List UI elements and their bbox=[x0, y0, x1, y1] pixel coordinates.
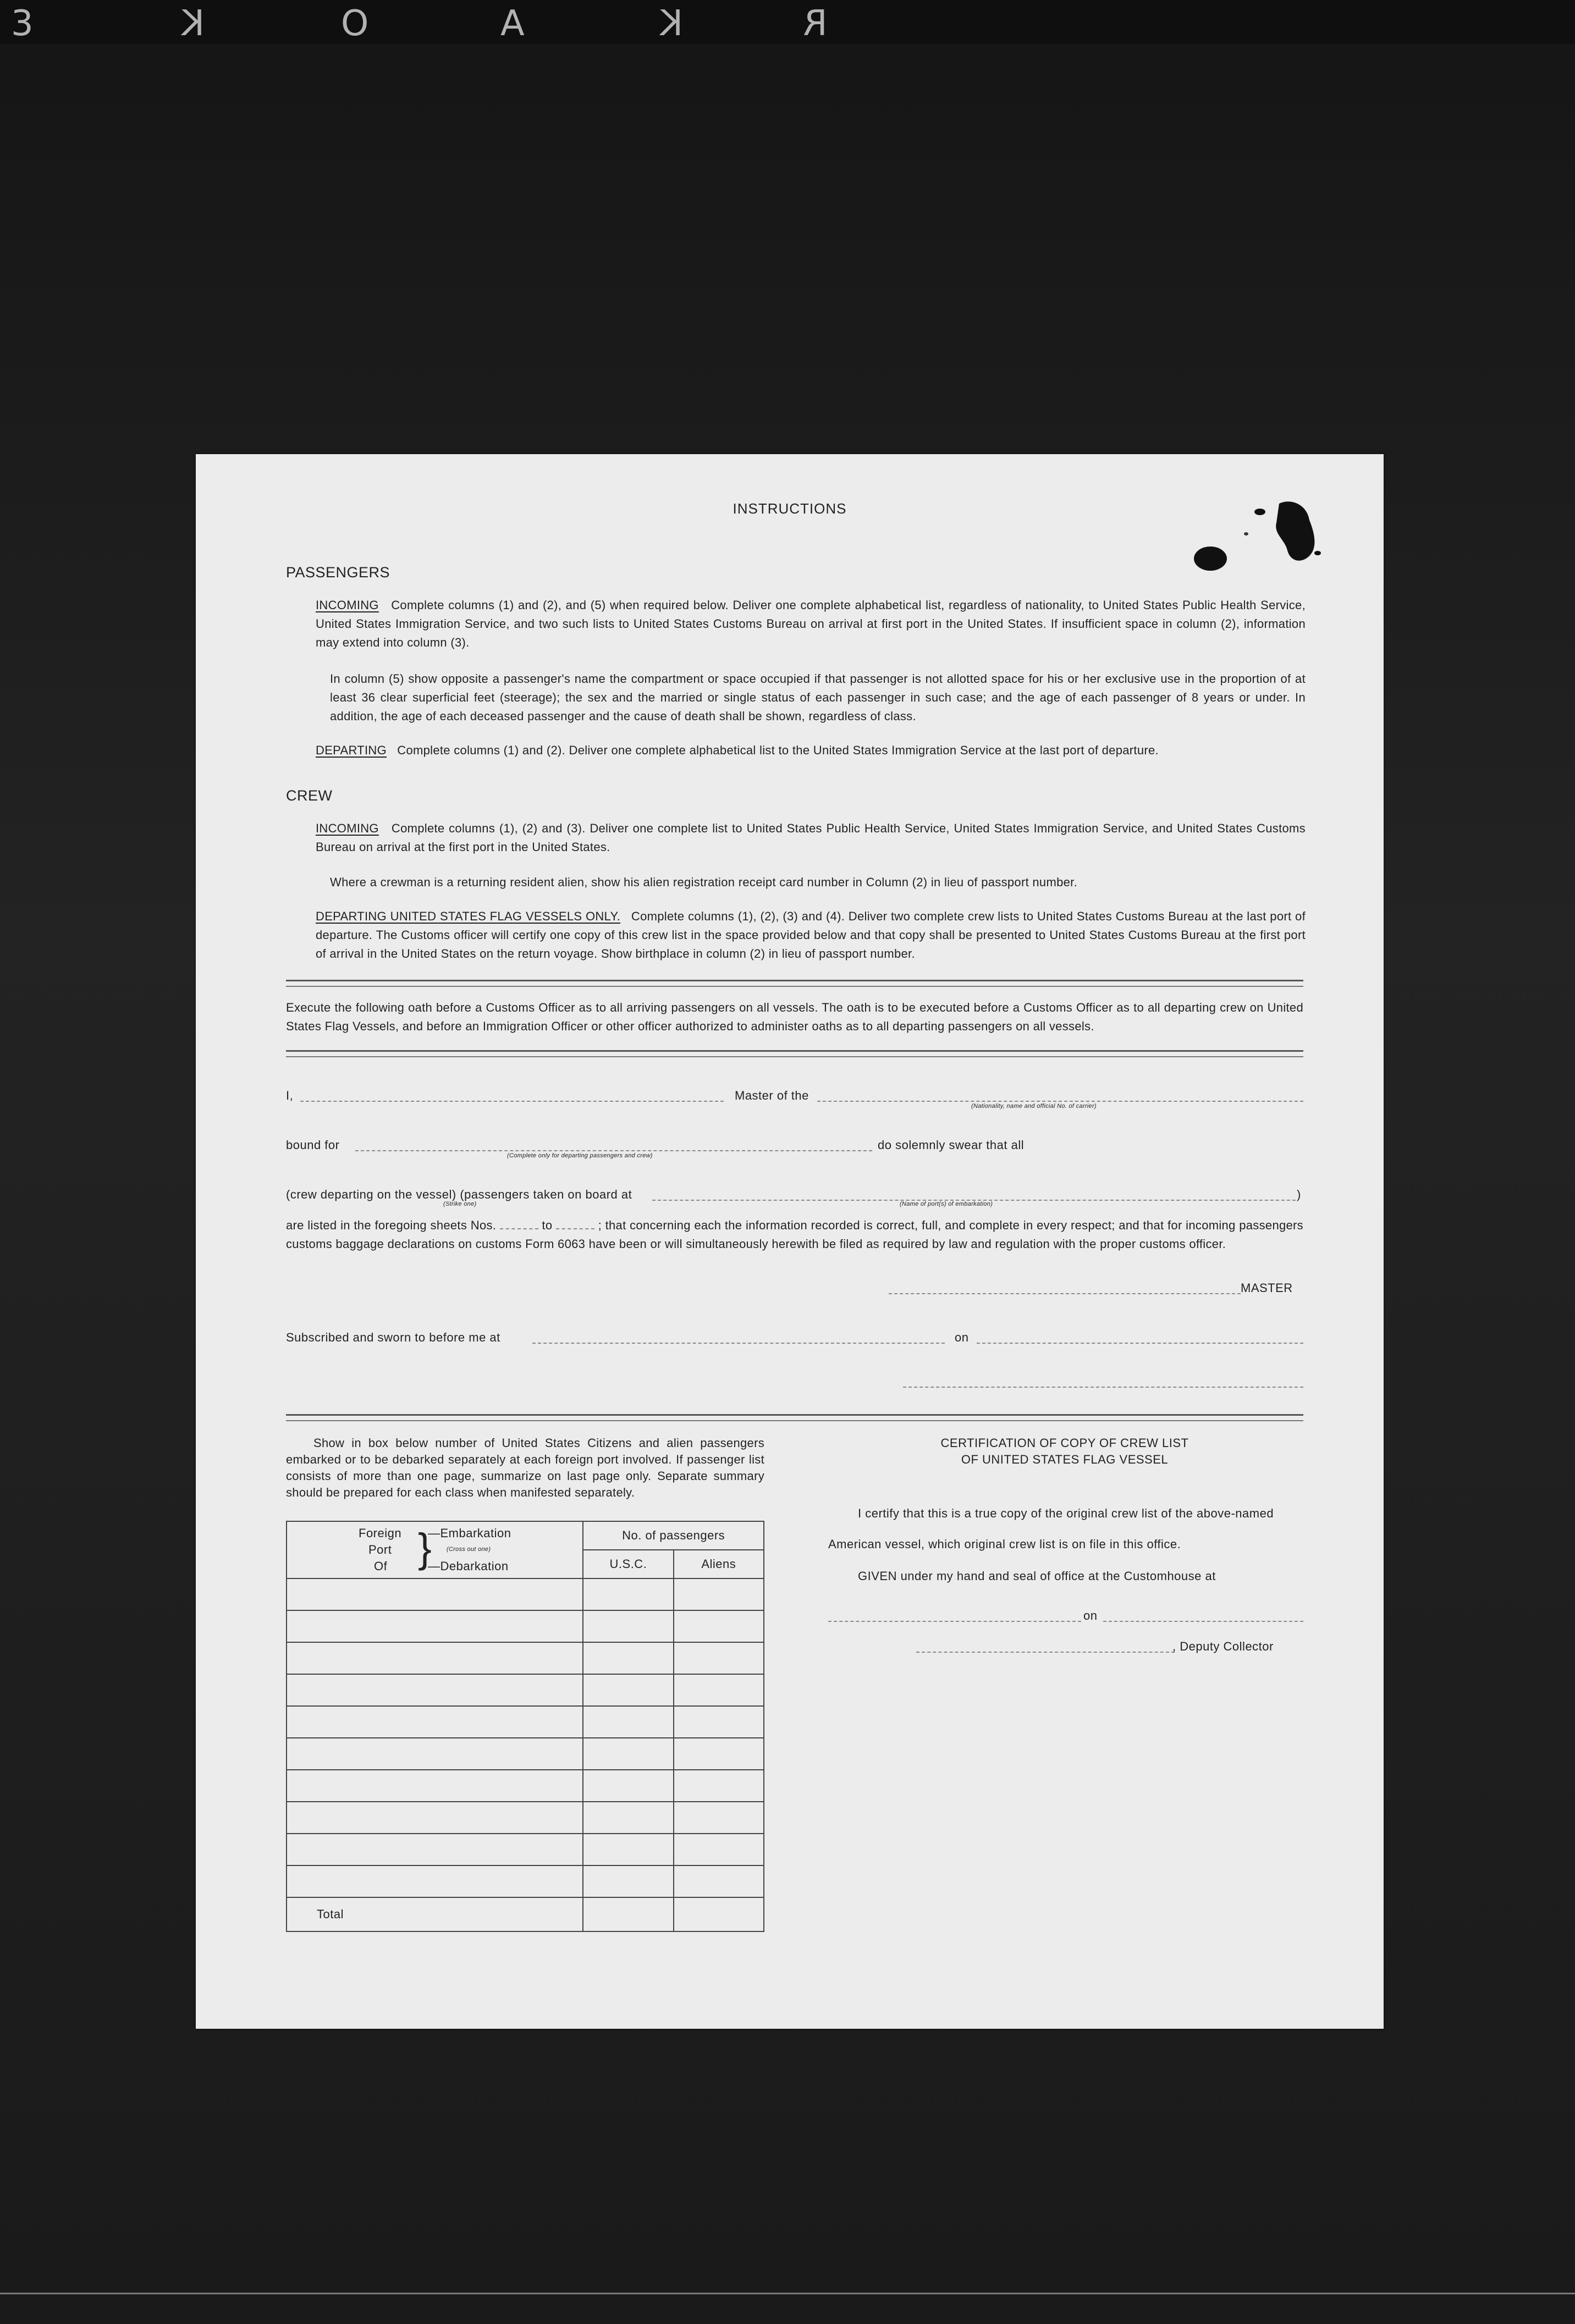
crew-departing-text: Complete columns (1), (2), (3) and (4). Deliver two complete crew lists to United States Customs Bureau at the last port of departure. The Customs officer will certify one copy of this crew list in the space provided below and that copy shall be presented to United States Customs Bureau at the first port of arrival in the United States on the return voyage. Show birthplace in column (2) in lieu of passport number. bbox=[316, 909, 1306, 960]
master-of-label: Master of the bbox=[735, 1089, 809, 1102]
usc-cell[interactable] bbox=[583, 1706, 673, 1738]
customhouse-field[interactable] bbox=[828, 1621, 1081, 1622]
cross-out-caption: (Cross out one) bbox=[447, 1546, 491, 1553]
total-label: Total bbox=[287, 1897, 583, 1931]
passengers-incoming-label: INCOMING bbox=[316, 598, 379, 612]
port-cell[interactable] bbox=[287, 1738, 583, 1770]
brace-icon: } bbox=[418, 1525, 432, 1571]
port-cell[interactable] bbox=[287, 1706, 583, 1738]
port-cell[interactable] bbox=[287, 1578, 583, 1610]
certify-text-1: I certify that this is a true copy of the original crew list of the above-named bbox=[858, 1506, 1274, 1520]
carrier-field[interactable] bbox=[817, 1101, 1303, 1102]
usc-cell[interactable] bbox=[583, 1802, 673, 1834]
aliens-header: Aliens bbox=[674, 1550, 764, 1578]
crew-departing-label: DEPARTING UNITED STATES FLAG VESSELS ONLY. bbox=[316, 909, 621, 923]
film-edge-glyph: 3 bbox=[11, 3, 34, 44]
usc-total-cell[interactable] bbox=[583, 1897, 673, 1931]
usc-header: U.S.C. bbox=[583, 1550, 673, 1578]
crew-incoming-text: Complete columns (1), (2) and (3). Deliver one complete list to United States Public Health Service, United States Immigration Service, and United States Customs Bureau on arrival at the first port in the United States. bbox=[316, 821, 1306, 854]
sworn-location-field[interactable] bbox=[532, 1343, 945, 1344]
port-cell[interactable] bbox=[287, 1802, 583, 1834]
usc-cell[interactable] bbox=[583, 1865, 673, 1897]
given-text: GIVEN under my hand and seal of office at the Customhouse at bbox=[858, 1569, 1216, 1583]
form-page bbox=[196, 454, 1384, 2029]
section-divider bbox=[286, 1050, 1303, 1057]
aliens-cell[interactable] bbox=[674, 1674, 764, 1706]
aliens-cell[interactable] bbox=[674, 1834, 764, 1865]
master-signature-field[interactable] bbox=[889, 1293, 1241, 1294]
usc-cell[interactable] bbox=[583, 1834, 673, 1865]
port-label: Port bbox=[368, 1543, 392, 1556]
nationality-caption: (Nationality, name and official No. of carrier) bbox=[971, 1103, 1097, 1109]
close-paren: ) bbox=[1297, 1188, 1301, 1201]
passengers-incoming-paragraph bbox=[316, 596, 1306, 652]
certification-on-label: on bbox=[1083, 1609, 1098, 1622]
aliens-cell[interactable] bbox=[674, 1865, 764, 1897]
film-edge-glyph: O bbox=[341, 3, 369, 44]
certification-heading-line1: CERTIFICATION OF COPY OF CREW LIST bbox=[940, 1436, 1189, 1450]
crew-incoming-label: INCOMING bbox=[316, 821, 379, 835]
bound-for-field[interactable] bbox=[355, 1150, 872, 1151]
ink-blot-icon bbox=[1180, 482, 1345, 581]
crew-resident-text: Where a crewman is a returning resident alien, show his alien registration receipt card number in Column (2) in lieu of passport number. bbox=[330, 875, 1077, 889]
swear-label: do solemnly swear that all bbox=[878, 1138, 1025, 1152]
port-cell[interactable] bbox=[287, 1834, 583, 1865]
debarkation-label: —Debarkation bbox=[428, 1559, 509, 1573]
aliens-cell[interactable] bbox=[674, 1578, 764, 1610]
scan-line bbox=[0, 2293, 1575, 2294]
usc-cell[interactable] bbox=[583, 1770, 673, 1802]
bound-caption: (Complete only for departing passengers and crew) bbox=[507, 1152, 653, 1159]
certify-text-2: American vessel, which original crew list is on file in this office. bbox=[828, 1537, 1181, 1551]
film-edge-glyph: A bbox=[500, 3, 525, 44]
crew-departing-paragraph bbox=[316, 907, 1306, 963]
foreign-port-header bbox=[287, 1521, 583, 1578]
sheet-from-field[interactable] bbox=[500, 1228, 538, 1229]
officer-signature-field[interactable] bbox=[903, 1387, 1303, 1388]
crew-departing-label: (crew departing on the vessel) (passengers taken on board at bbox=[286, 1188, 632, 1201]
aliens-cell[interactable] bbox=[674, 1802, 764, 1834]
embarkation-label: —Embarkation bbox=[428, 1526, 511, 1540]
of-label: Of bbox=[374, 1559, 388, 1573]
listed-text: ; that concerning each the information recorded is correct, full, and complete in every respect; and that for incoming passengers customs baggage declarations on customs Form 6063 have been or will simultaneously herewith be filed as required by law and regulation with the proper customs officer. bbox=[286, 1218, 1303, 1251]
passengers-incoming-text: Complete columns (1) and (2), and (5) when required below. Deliver one complete alphabetical list, regardless of nationality, to United States Public Health Service, United States Immigration Service, and two such lists to United States Customs Bureau on arrival at first port in the United States. If insufficient space in column (2), information may extend into column (3). bbox=[316, 598, 1306, 649]
to-label: to bbox=[542, 1218, 553, 1232]
usc-cell[interactable] bbox=[583, 1578, 673, 1610]
port-cell[interactable] bbox=[287, 1770, 583, 1802]
summary-instructions: Show in box below number of United States Citizens and alien passengers embarked or to be debarked separately at each foreign port involved. If passenger list consists of more than one page, summarize on last page only. Separate summary should be prepared for each class when manifested separately. bbox=[286, 1436, 764, 1499]
ports-caption: (Name of port(s) of embarkation) bbox=[900, 1201, 993, 1207]
listed-paragraph bbox=[286, 1216, 1303, 1254]
subscribed-label: Subscribed and sworn to before me at bbox=[286, 1331, 500, 1344]
aliens-cell[interactable] bbox=[674, 1738, 764, 1770]
passengers-departing-paragraph bbox=[316, 741, 1306, 760]
crew-heading: CREW bbox=[286, 787, 333, 804]
listed-prefix: are listed in the foregoing sheets Nos. bbox=[286, 1218, 497, 1232]
aliens-total-cell[interactable] bbox=[674, 1897, 764, 1931]
passengers-heading: PASSENGERS bbox=[286, 564, 390, 581]
bound-for-label: bound for bbox=[286, 1138, 340, 1152]
usc-cell[interactable] bbox=[583, 1674, 673, 1706]
usc-cell[interactable] bbox=[583, 1642, 673, 1674]
certification-date-field[interactable] bbox=[1103, 1621, 1303, 1622]
aliens-cell[interactable] bbox=[674, 1610, 764, 1642]
film-edge-glyph: R bbox=[803, 3, 828, 44]
passengers-departing-text: Complete columns (1) and (2). Deliver one complete alphabetical list to the United States Immigration Service at the last port of departure. bbox=[397, 743, 1159, 757]
aliens-cell[interactable] bbox=[674, 1770, 764, 1802]
passengers-departing-label: DEPARTING bbox=[316, 743, 387, 757]
aliens-cell[interactable] bbox=[674, 1642, 764, 1674]
sworn-on-label: on bbox=[955, 1331, 969, 1344]
aliens-cell[interactable] bbox=[674, 1706, 764, 1738]
deputy-collector-label: , Deputy Collector bbox=[1172, 1640, 1274, 1653]
film-edge-glyph: K bbox=[181, 3, 205, 44]
sheet-to-field[interactable] bbox=[556, 1228, 594, 1229]
port-cell[interactable] bbox=[287, 1642, 583, 1674]
passenger-summary-table bbox=[286, 1521, 764, 1932]
certification-heading-line2: OF UNITED STATES FLAG VESSEL bbox=[961, 1453, 1169, 1466]
port-cell[interactable] bbox=[287, 1610, 583, 1642]
sworn-date-field[interactable] bbox=[977, 1343, 1303, 1344]
strike-caption: (Strike one) bbox=[443, 1201, 477, 1207]
film-edge-strip bbox=[0, 0, 1575, 44]
master-name-field[interactable] bbox=[300, 1101, 724, 1102]
deputy-signature-field[interactable] bbox=[916, 1652, 1175, 1653]
oath-instruction-text: Execute the following oath before a Customs Officer as to all arriving passengers on all vessels. The oath is to be executed before a Customs Officer as to all departing crew on United States Flag Vessels, and before an Immigration Officer or other officer authorized to administer oaths as to all departing passengers on all vessels. bbox=[286, 1001, 1303, 1033]
port-cell[interactable] bbox=[287, 1865, 583, 1897]
section-divider bbox=[286, 1414, 1303, 1421]
page-title: INSTRUCTIONS bbox=[733, 500, 847, 517]
master-label: MASTER bbox=[1241, 1281, 1293, 1295]
port-cell[interactable] bbox=[287, 1674, 583, 1706]
passengers-column5-text: In column (5) show opposite a passenger's name the compartment or space occupied if that passenger is not allotted space for his or her exclusive use in the proportion of at least 36 clear superficial feet (steerage); the sex and the married or single status of each passenger in such case; and the age of each passenger of 8 years or under. In addition, the age of each deceased passenger and the cause of death shall be shown, regardless of class. bbox=[330, 672, 1306, 723]
film-edge-glyph: K bbox=[660, 3, 683, 44]
crew-incoming-paragraph bbox=[316, 819, 1306, 857]
oath-i-label: I, bbox=[286, 1089, 294, 1102]
section-divider bbox=[286, 980, 1303, 987]
usc-cell[interactable] bbox=[583, 1738, 673, 1770]
usc-cell[interactable] bbox=[583, 1610, 673, 1642]
foreign-label: Foreign bbox=[359, 1526, 402, 1540]
no-passengers-header: No. of passengers bbox=[583, 1521, 764, 1550]
